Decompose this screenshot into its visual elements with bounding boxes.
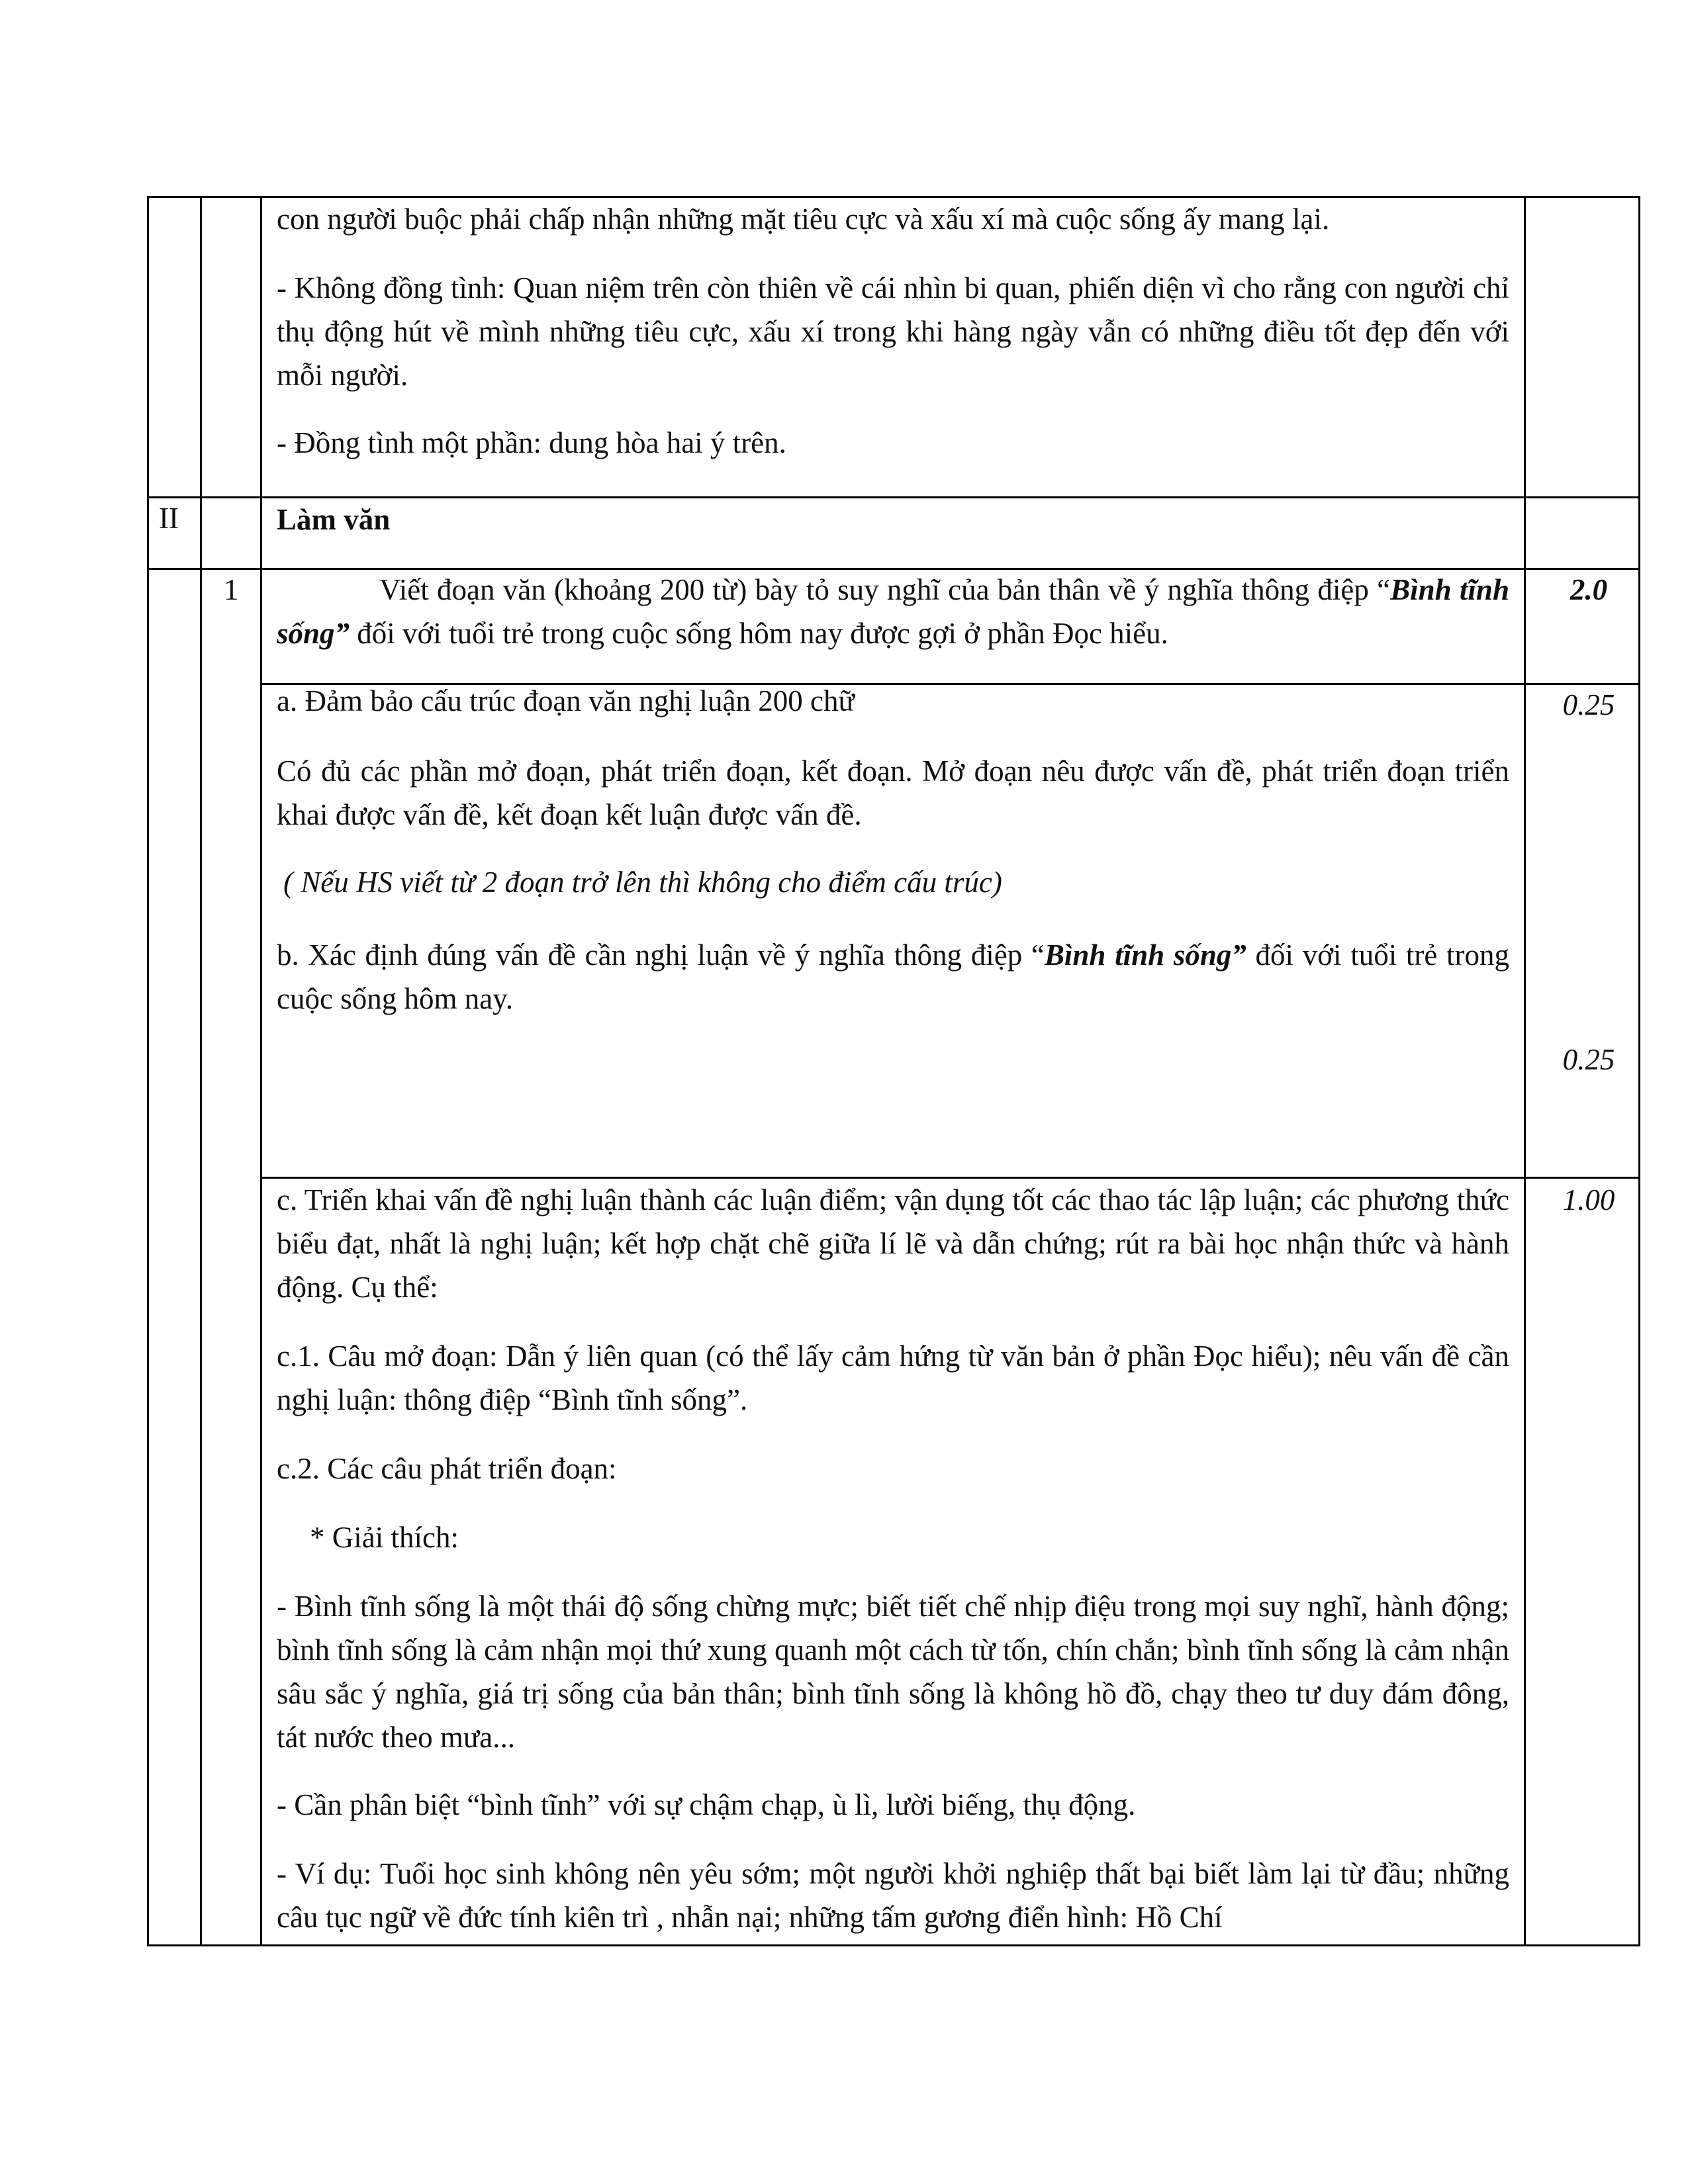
cont-paragraph-3: - Đồng tình một phần: dung hòa hai ý trên.: [277, 426, 786, 459]
table-border-left: [147, 196, 149, 1946]
criterion-b-score: 0.25: [1562, 1043, 1615, 1076]
table-border-bottom: [147, 1944, 1640, 1946]
criterion-c1: c.1. Câu mở đoạn: Dẫn ý liên quan (có thể lấy cảm hứng từ văn bản ở phần Đọc hiểu); nêu vấn đề cần nghị luận: thông điệp “Bình tĩnh sống”.: [277, 1340, 1509, 1416]
explain-item-3: - Ví dụ: Tuổi học sinh không nên yêu sớm; một người khởi nghiệp thất bại biết làm lại từ đầu; những câu tục ngữ về đức tính kiên trì , nhẫn nại; những tấm gương điển hình: Hồ Chí: [277, 1857, 1509, 1934]
criterion-a-score: 0.25: [1562, 688, 1615, 721]
question-number: 1: [224, 573, 239, 606]
question-prompt-emphasis: Bình tĩnh sống”: [277, 573, 1509, 650]
table-divider-col2: [200, 196, 202, 1946]
question-prompt: [277, 568, 1509, 655]
criterion-c2: c.2. Các câu phát triển đoạn:: [277, 1452, 617, 1485]
criterion-b-emphasis: Bình tĩnh sống”: [1044, 938, 1246, 972]
question-prompt-a: Viết đoạn văn (khoảng 200 từ) bày tỏ suy nghĩ của bản thân về ý nghĩa thông điệp “: [379, 573, 1391, 606]
question-prompt-b: đối với tuổi trẻ trong cuộc sống hôm nay được gợi ở phần Đọc hiểu.: [350, 617, 1168, 650]
explain-heading: * Giải thích:: [310, 1521, 459, 1554]
question-score: 2.0: [1570, 573, 1608, 606]
criterion-b-pre: b. Xác định đúng vấn đề cần nghị luận về ý nghĩa thông điệp “: [277, 938, 1045, 972]
table-divider-col4: [1524, 196, 1526, 1946]
criterion-a-body: Có đủ các phần mở đoạn, phát triển đoạn, kết đoạn. Mở đoạn nêu được vấn đề, phát triển đoạn triển khai được vấn đề, kết đoạn kết luận được vấn đề.: [277, 754, 1509, 831]
explain-item-2: - Cần phân biệt “bình tĩnh” với sự chậm chạp, ù lì, lười biếng, thụ động.: [277, 1788, 1136, 1821]
criterion-b-post: đối với tuổi trẻ trong cuộc sống hôm nay.: [277, 938, 1510, 1015]
criterion-c-score: 1.00: [1562, 1183, 1615, 1216]
criterion-a-title: a. Đảm bảo cấu trúc đoạn văn nghị luận 200 chữ: [277, 684, 855, 717]
cont-paragraph-1: con người buộc phải chấp nhận những mặt tiêu cực và xấu xí mà cuộc sống ấy mang lại.: [277, 203, 1330, 236]
criterion-b: [277, 933, 1509, 1021]
section-title: Làm văn: [277, 503, 391, 536]
cont-paragraph-2: - Không đồng tình: Quan niệm trên còn thiên về cái nhìn bi quan, phiến diện vì cho rằng con người chỉ thụ động hút về mình những tiêu cực, xấu xí trong khi hàng ngày vẫn có những điều tốt đẹp đến với mỗi người.: [277, 271, 1509, 392]
criterion-a-note: ( Nếu HS viết từ 2 đoạn trở lên thì không cho điểm cấu trúc): [283, 866, 1002, 899]
section-number: II: [159, 502, 179, 535]
explain-item-1: - Bình tĩnh sống là một thái độ sống chừng mực; biết tiết chế nhịp điệu trong mọi suy nghĩ, hành động; bình tĩnh sống là cảm nhận mọi thứ xung quanh một cách từ tốn, chín chắn; bình tĩnh sống là cảm nhận sâu sắc ý nghĩa, giá trị sống của bản thân; bình tĩnh sống là không hồ đồ, chạy theo tư duy đám đông, tát nước theo mưa...: [277, 1590, 1509, 1754]
criterion-c-intro: c. Triển khai vấn đề nghị luận thành các luận điểm; vận dụng tốt các thao tác lập luận; các phương thức biểu đạt, nhất là nghị luận; kết hợp chặt chẽ giữa lí lẽ và dẫn chứng; rút ra bài học nhận thức và hành động. Cụ thể:: [277, 1183, 1509, 1304]
table-divider-col3: [260, 196, 262, 1946]
